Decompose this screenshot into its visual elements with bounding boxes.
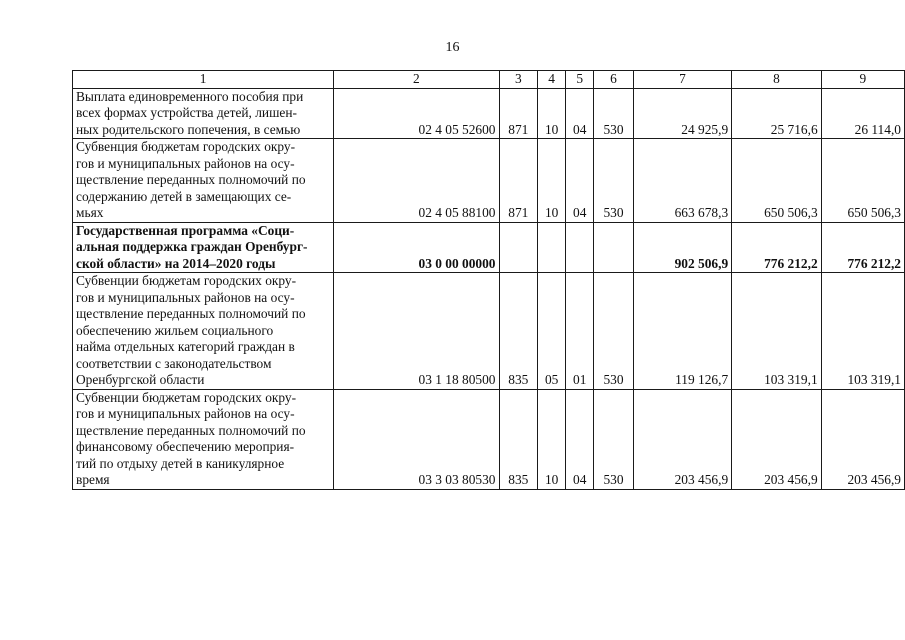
expense-type-cell: 530 (594, 389, 634, 489)
ministry-code-cell (499, 222, 538, 273)
amount-col7-cell: 663 678,3 (633, 139, 731, 223)
column-header: 9 (821, 71, 904, 89)
column-header: 5 (566, 71, 594, 89)
budget-table (72, 70, 905, 490)
ministry-code-cell: 835 (499, 273, 538, 390)
row-description (73, 139, 334, 223)
description-line: альная поддержка граждан Оренбург- (76, 239, 308, 254)
ministry-code-cell: 871 (499, 139, 538, 223)
budget-code-cell: 03 3 03 80530 (334, 389, 499, 489)
description-line: Субвенции бюджетам городских окру- (76, 389, 297, 405)
description-line: обеспечению жильем социального (76, 322, 274, 338)
budget-code-cell: 02 4 05 52600 (334, 88, 499, 139)
subsection-cell: 01 (566, 273, 594, 390)
amount-col9-cell: 26 114,0 (821, 88, 904, 139)
amount-col8-cell: 25 716,6 (732, 88, 822, 139)
expense-type-cell (594, 222, 634, 273)
table-row (73, 222, 905, 273)
budget-code-cell: 02 4 05 88100 (334, 139, 499, 223)
description-line: Государственная программа «Соци- (76, 222, 295, 238)
description-line: Выплата единовременного пособия при (76, 88, 304, 104)
row-description (73, 389, 334, 489)
column-header: 8 (732, 71, 822, 89)
ministry-code-cell: 871 (499, 88, 538, 139)
section-cell (538, 222, 566, 273)
amount-col9-cell: 103 319,1 (821, 273, 904, 390)
ministry-code-cell: 835 (499, 389, 538, 489)
amount-col9-cell: 776 212,2 (821, 222, 904, 273)
description-line: ных родительского попечения, в семью (76, 121, 301, 137)
expense-type-cell: 530 (594, 88, 634, 139)
budget-code-cell: 03 1 18 80500 (334, 273, 499, 390)
row-description (73, 273, 334, 390)
subsection-cell: 04 (566, 139, 594, 223)
subsection-cell: 04 (566, 88, 594, 139)
column-header: 4 (538, 71, 566, 89)
amount-col9-cell: 650 506,3 (821, 139, 904, 223)
description-line: Субвенция бюджетам городских окру- (76, 139, 296, 154)
amount-col7-cell: 203 456,9 (633, 389, 731, 489)
amount-col9-cell: 203 456,9 (821, 389, 904, 489)
description-line: время (76, 472, 110, 487)
table-row (73, 389, 905, 489)
description-line: ществление переданных полномочий по (76, 172, 306, 187)
column-header: 2 (334, 71, 499, 89)
subsection-cell (566, 222, 594, 273)
description-line: тий по отдыху детей в каникулярное (76, 455, 285, 471)
description-line: ской области» на 2014–2020 годы (76, 255, 276, 271)
row-description (73, 222, 334, 273)
description-line: гов и муниципальных районов на осу- (76, 155, 295, 171)
amount-col8-cell: 650 506,3 (732, 139, 822, 223)
budget-code-cell: 03 0 00 00000 (334, 222, 499, 273)
column-header: 7 (633, 71, 731, 89)
expense-type-cell: 530 (594, 139, 634, 223)
page-number: 16 (445, 40, 460, 55)
column-header: 6 (594, 71, 634, 89)
expense-type-cell: 530 (594, 273, 634, 390)
column-header: 3 (499, 71, 538, 89)
amount-col8-cell: 103 319,1 (732, 273, 822, 390)
description-line: гов и муниципальных районов на осу- (76, 289, 295, 305)
section-cell: 10 (538, 389, 566, 489)
description-line: Оренбургской области (76, 372, 205, 387)
description-line: всех формах устройства детей, лишен- (76, 105, 297, 120)
description-line: найма отдельных категорий граждан в (76, 339, 295, 354)
amount-col7-cell: 119 126,7 (633, 273, 731, 390)
row-description (73, 88, 334, 139)
section-cell: 10 (538, 88, 566, 139)
section-cell: 10 (538, 139, 566, 223)
column-header: 1 (73, 71, 334, 89)
section-cell: 05 (538, 273, 566, 390)
description-line: содержанию детей в замещающих се- (76, 188, 292, 204)
amount-col8-cell: 776 212,2 (732, 222, 822, 273)
amount-col7-cell: 902 506,9 (633, 222, 731, 273)
table-row (73, 273, 905, 390)
amount-col8-cell: 203 456,9 (732, 389, 822, 489)
table-row (73, 139, 905, 223)
description-line: ществление переданных полномочий по (76, 422, 306, 438)
table-row (73, 88, 905, 139)
subsection-cell: 04 (566, 389, 594, 489)
column-number-row (73, 71, 905, 89)
amount-col7-cell: 24 925,9 (633, 88, 731, 139)
description-line: соответствии с законодательством (76, 355, 272, 371)
description-line: ществление переданных полномочий по (76, 306, 306, 321)
description-line: финансовому обеспечению мероприя- (76, 439, 295, 454)
description-line: Субвенции бюджетам городских окру- (76, 273, 297, 288)
description-line: гов и муниципальных районов на осу- (76, 406, 295, 421)
description-line: мьях (76, 205, 104, 220)
